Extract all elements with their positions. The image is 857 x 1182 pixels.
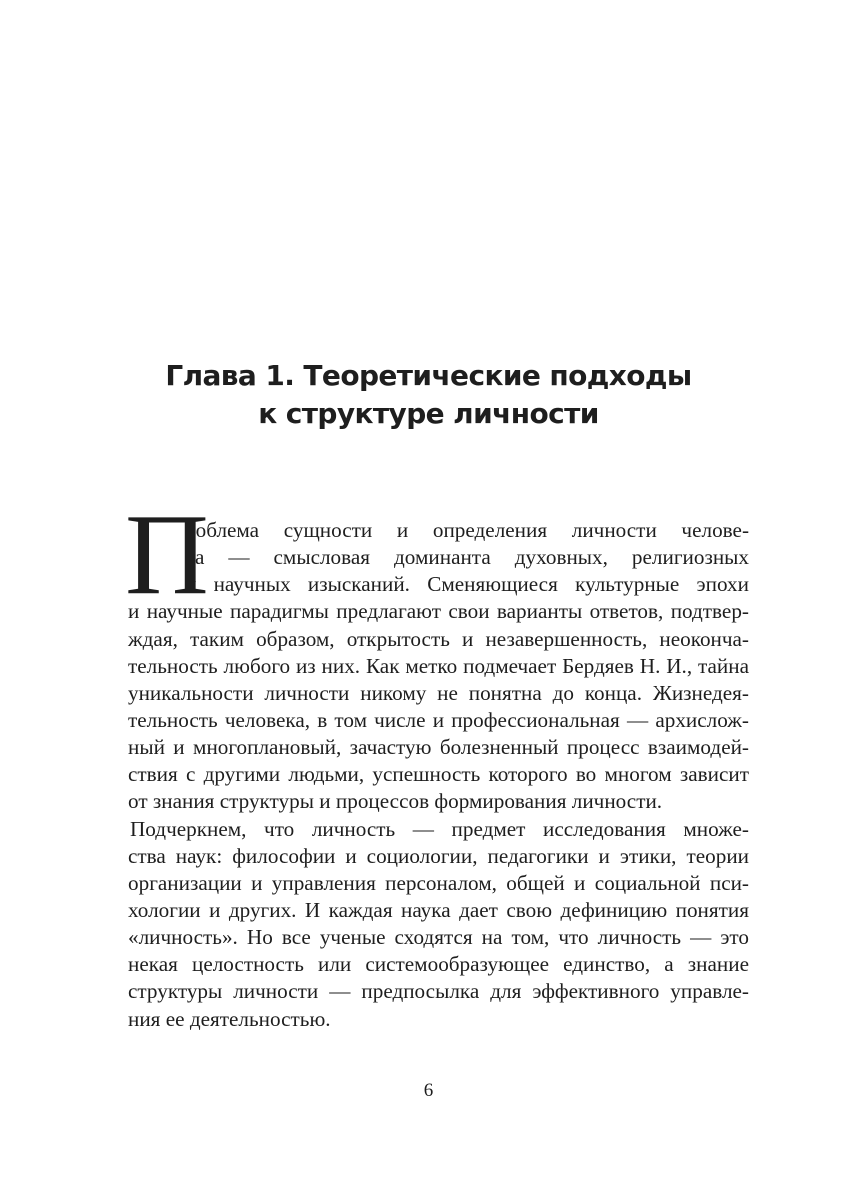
text-line: уникальности личности никому не понятна до конца. Жизнедея-: [128, 680, 749, 705]
text-line: хологии и других. И каждая наука дает свою дефиницию понятия: [128, 897, 749, 922]
text-line: ждая, таким образом, открытость и незавершенность, неоконча-: [128, 626, 749, 651]
chapter-title: [100, 357, 757, 433]
chapter-title-line-2: к структуре личности: [258, 397, 599, 430]
text-line: роблема сущности и определения личности челове-: [185, 518, 749, 542]
text-line: ства наук: философии и социологии, педагогики и этики, теории: [128, 843, 749, 868]
text-line: ный и многоплановый, зачастую болезненный процесс взаимодей-: [128, 735, 749, 760]
text-line: ния ее деятельностью.: [128, 1006, 331, 1031]
paragraph-2-first-line-text: Подчеркнем, что личность — предмет исследования множе-: [130, 816, 749, 841]
text-line: ка — смысловая доминанта духовных, религиозных: [185, 545, 749, 570]
page-number: 6: [423, 1080, 434, 1101]
text-line: структуры личности — предпосылка для эффективного управле-: [128, 979, 749, 1004]
text-line: [128, 816, 749, 843]
text-line: «личность». Но все ученые сходятся на том, что личность — это: [128, 925, 749, 950]
paragraph-1: [125, 491, 749, 816]
drop-cap-letter: П: [125, 491, 209, 619]
chapter-title-line-1: Глава 1. Теоретические подходы: [165, 359, 692, 392]
text-line: некая целостность или системообразующее единство, а знание: [128, 952, 749, 977]
body-text: [125, 491, 749, 1033]
text-line: и научных изысканий. Сменяющиеся культурные эпохи: [185, 572, 749, 597]
text-line: и научные парадигмы предлагают свои варианты ответов, подтвер-: [128, 599, 749, 624]
text-line: тельность любого из них. Как метко подмечает Бердяев Н. И., тайна: [128, 653, 749, 678]
text-line: организации и управления персоналом, общей и социальной пси-: [128, 870, 749, 895]
paragraph-2: [128, 816, 749, 1033]
text-line: ствия с другими людьми, успешность которого во многом зависит: [128, 762, 749, 787]
text-line: от знания структуры и процессов формирования личности.: [128, 789, 663, 814]
text-line: тельность человека, в том числе и профессиональная — архислож-: [128, 707, 749, 732]
